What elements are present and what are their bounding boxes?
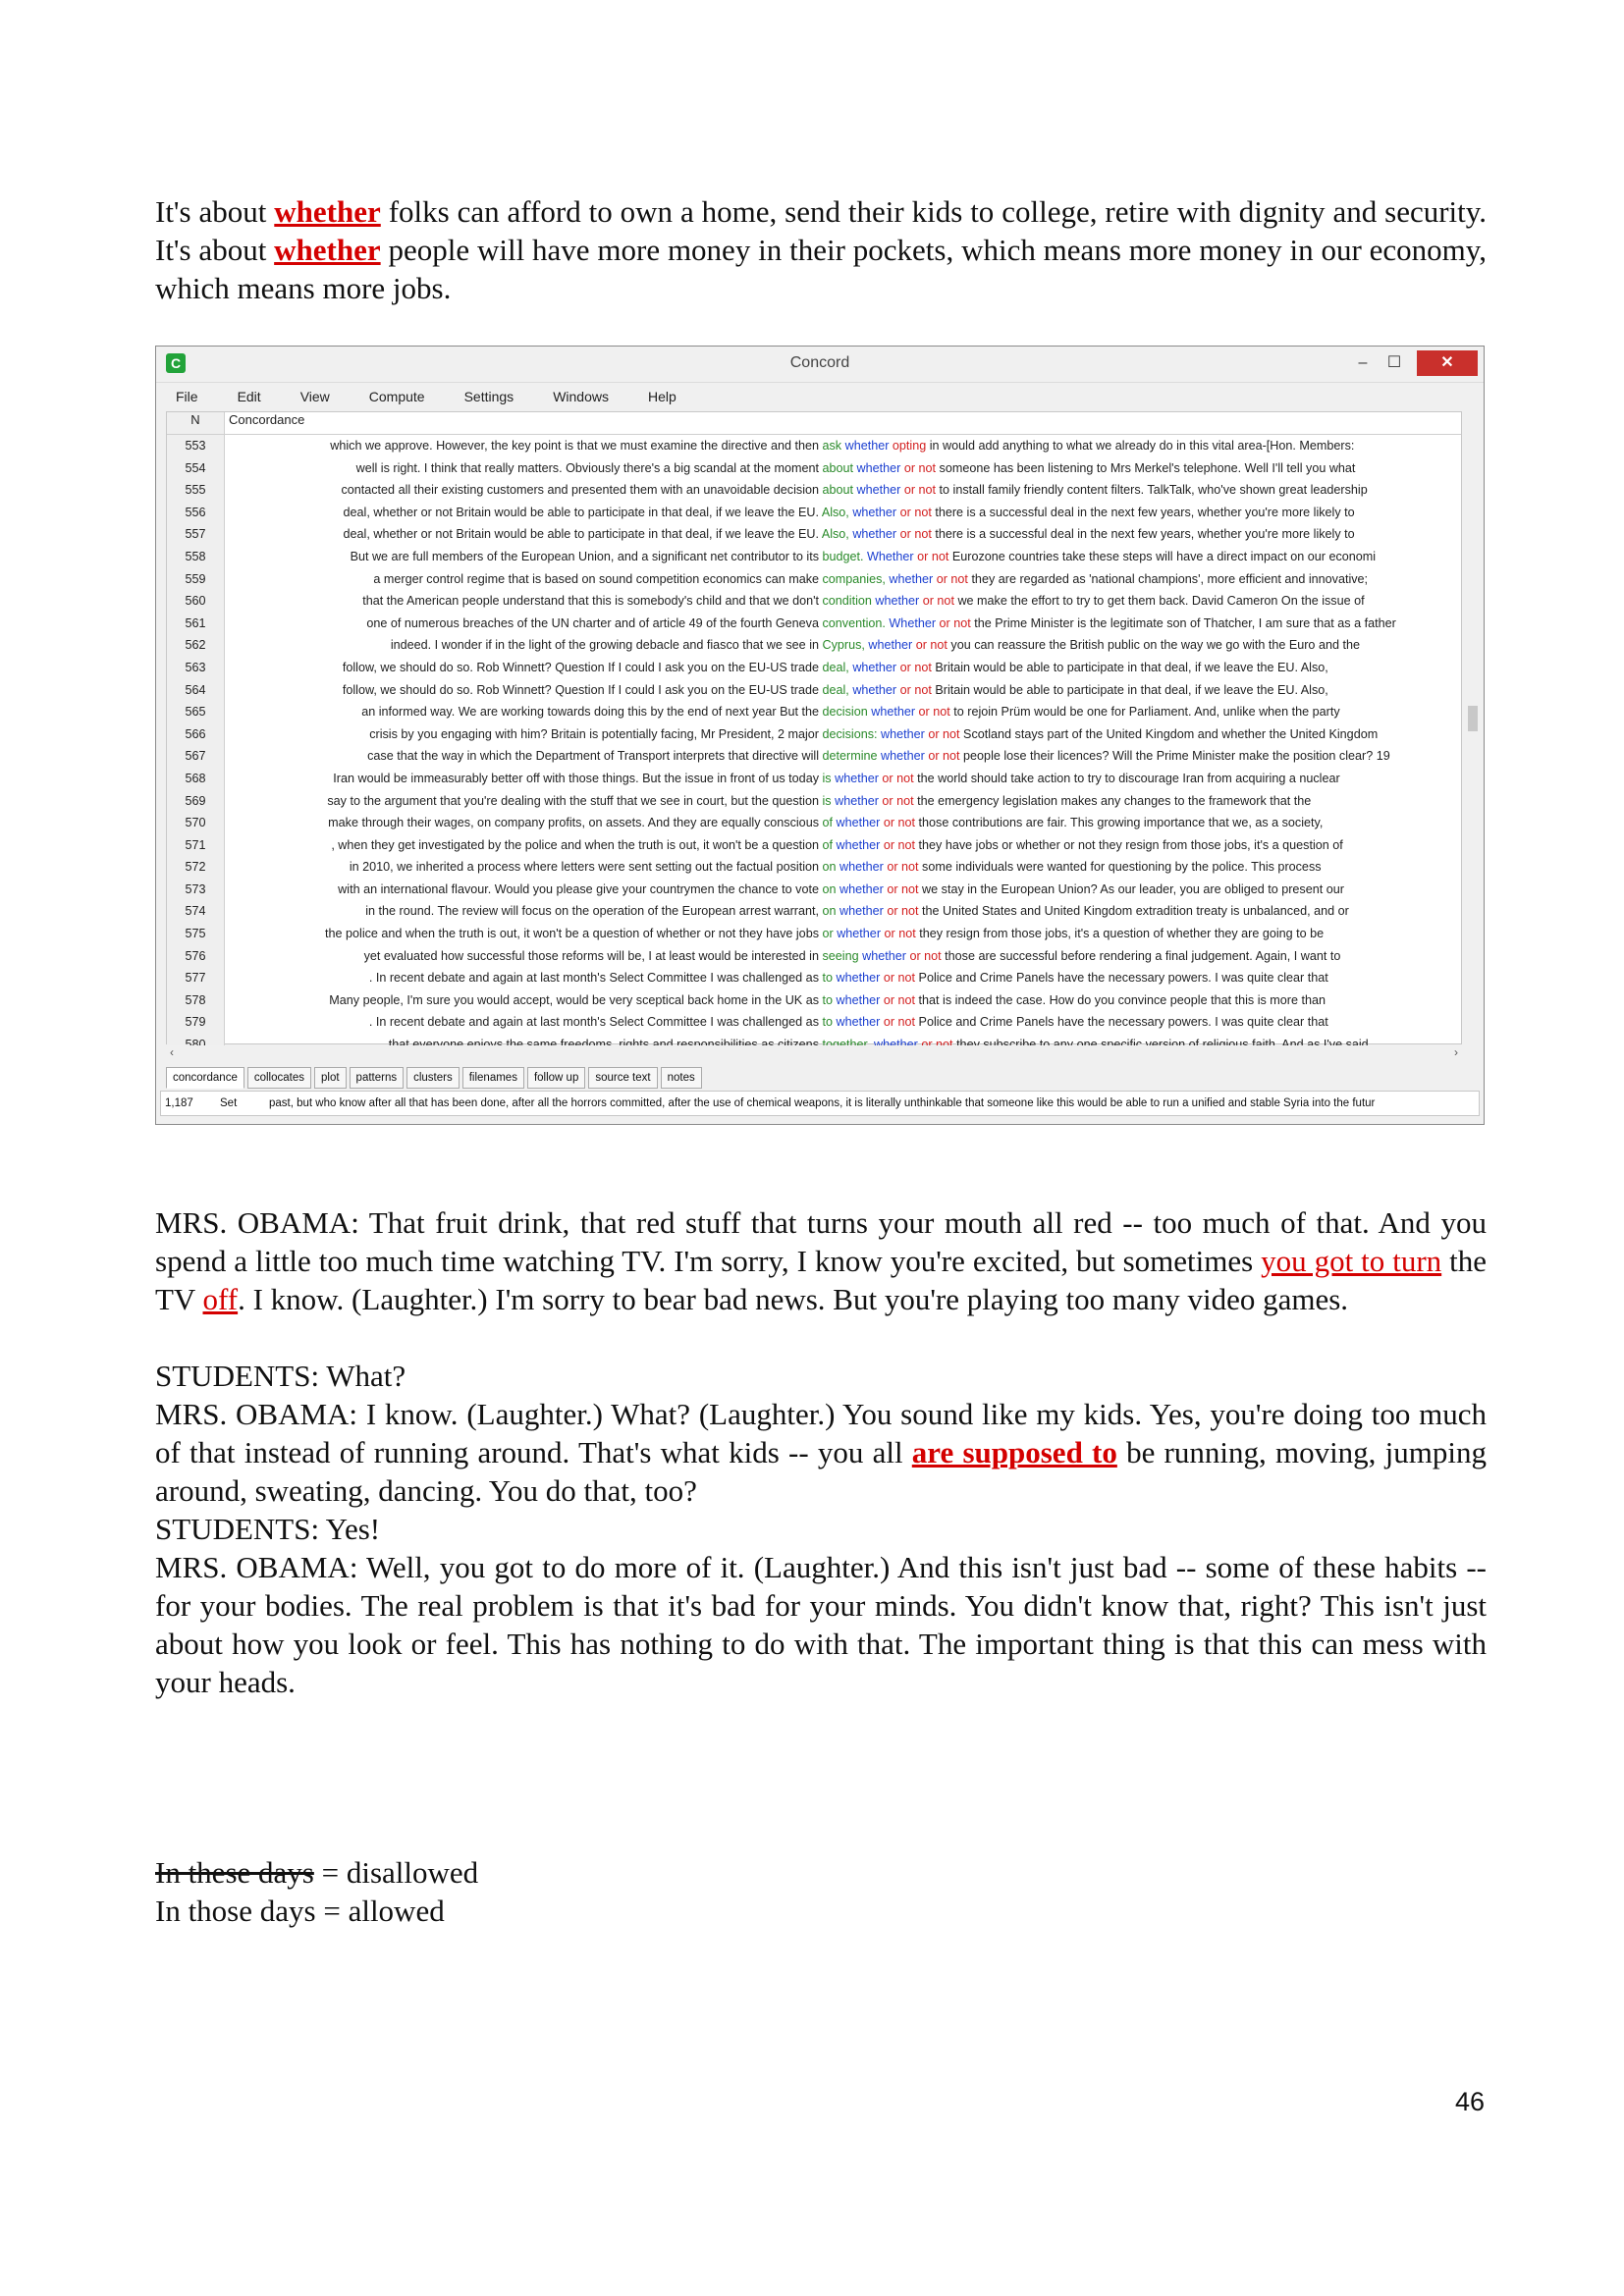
table-row[interactable] [167,834,1461,857]
keyword-whether: whether [889,571,934,586]
row-context [225,657,1461,679]
right-collocate: or not [918,705,950,720]
note-1-rest: = disallowed [313,1855,479,1890]
right-context: they have jobs or whether or not they resign from those jobs, it's a question of [918,837,1343,852]
close-icon[interactable]: ✕ [1417,350,1478,376]
menu-item-help[interactable]: Help [647,389,677,404]
left-context: case that the way in which the Department of Transport interprets that directive will [367,749,819,764]
left-context: contacted all their existing customers and presented them with an unavoidable decision [341,483,819,498]
right-context: Scotland stays part of the United Kingdom and whether the United Kingdom [963,726,1379,741]
row-context [225,634,1461,657]
right-context: Eurozone countries take these steps will have a direct impact on our economi [951,549,1377,563]
row-number: 553 [167,435,225,457]
row-number: 566 [167,723,225,746]
keyword-whether: whether [836,971,881,986]
row-context [225,701,1461,723]
keyword-whether-2: whether [274,233,381,267]
page-number: 46 [1454,2087,1485,2116]
right-collocate: or not [909,948,942,963]
row-context [225,613,1461,635]
right-context: those are successful before rendering a final judgement. Again, I want to [945,948,1341,963]
scroll-right-icon[interactable]: › [1454,1045,1458,1059]
right-collocate: or not [939,615,971,630]
left-collocate: on [822,881,837,896]
left-context: deal, whether or not Britain would be able to participate in that deal, if we leave the EU. [343,527,819,542]
keyword-whether-1: whether [274,194,381,229]
dialogue-text-1b: the TV [155,1244,1487,1316]
table-row[interactable] [167,745,1461,768]
tab-concordance[interactable]: concordance [166,1067,244,1089]
right-collocate: or not [899,527,932,542]
row-context [225,945,1461,968]
left-context: follow, we should do so. Rob Winnett? Question If I could I ask you on the EU-US trade [342,660,819,674]
tab-strip [166,1067,705,1089]
right-context: we make the effort to try to get them back. David Cameron On the issue of [957,594,1365,609]
left-context: say to the argument that you're dealing with the stuff that we see in court, but the question [327,793,819,808]
right-collocate: or not [887,881,919,896]
keyword-whether: Whether [889,615,937,630]
left-collocate: or [822,927,834,941]
table-row[interactable] [167,479,1461,502]
right-collocate: or not [887,904,919,919]
right-collocate: or not [883,971,916,986]
table-row[interactable] [167,701,1461,723]
right-collocate: or not [903,460,937,475]
vertical-scrollbar[interactable] [1466,411,1480,1044]
dialogue-paragraph-3 [155,1395,1487,1510]
row-context [225,435,1461,457]
row-number: 561 [167,613,225,635]
keyword-whether: whether [852,682,897,697]
right-context: you can reassure the British public on the way we go with the Euro and the [950,638,1360,653]
keyword-whether: whether [868,638,913,653]
right-collocate: or not [882,793,914,808]
right-context: that is indeed the case. How do you convince people that this is more than [918,992,1326,1007]
row-context [225,568,1461,591]
left-collocate: convention. [822,615,886,630]
highlight-off: off [202,1282,239,1316]
table-row[interactable] [167,945,1461,968]
table-row[interactable] [167,457,1461,480]
table-row[interactable] [167,568,1461,591]
row-context [225,723,1461,746]
right-context: there is a successful deal in the next few years, whether you're more likely to [935,505,1355,519]
left-context: Iran would be immeasurably better off with those things. But the issue in front of us today [333,771,819,785]
left-collocate: on [822,904,837,919]
intro-text-3: people will have more money in their pockets, which means more money in our economy, which means more jobs. [155,233,1487,305]
left-context: Many people, I'm sure you would accept, would be very sceptical back home in the UK as [329,992,819,1007]
keyword-whether: whether [835,771,879,785]
left-context: in the round. The review will focus on the operation of the European arrest warrant, [365,904,819,919]
keyword-whether: whether [862,948,906,963]
left-collocate: decisions: [822,726,878,741]
menu-item-windows[interactable]: Windows [553,389,609,404]
row-context [225,856,1461,879]
table-row[interactable] [167,879,1461,901]
keyword-whether: whether [844,439,890,453]
right-context: they resign from those jobs, it's a question of whether they are going to be [919,927,1325,941]
row-number: 562 [167,634,225,657]
left-collocate: to [822,992,834,1007]
row-context [225,523,1461,546]
dialogue-text-1a: MRS. OBAMA: That fruit drink, that red stuff that turns your mouth all red -- too much of that. And you spend a little too much time watching TV. I'm sorry, I know you're excited, but sometimes [155,1205,1487,1278]
row-number: 574 [167,900,225,923]
table-row[interactable] [167,590,1461,613]
highlight-are-supposed-to: are supposed to [911,1435,1117,1469]
row-context [225,967,1461,989]
keyword-whether: whether [852,505,897,519]
row-context [225,590,1461,613]
note-line-1 [155,1853,1487,1892]
left-context: follow, we should do so. Rob Winnett? Question If I could I ask you on the EU-US trade [342,682,819,697]
left-context: a merger control regime that is based on sound competition economics can make [373,571,819,586]
keyword-whether: whether [852,660,897,674]
left-collocate: on [822,860,837,875]
left-collocate: to [822,1015,834,1030]
left-collocate: is [822,793,832,808]
tab-collocates[interactable]: collocates [247,1067,311,1089]
tab-follow-up[interactable]: follow up [527,1067,585,1089]
right-collocate: or not [936,571,968,586]
row-number: 563 [167,657,225,679]
minimize-icon[interactable]: – [1358,354,1368,371]
left-collocate: decision [822,705,868,720]
table-row[interactable] [167,634,1461,657]
row-number: 557 [167,523,225,546]
left-collocate: of [822,816,834,830]
row-number: 559 [167,568,225,591]
keyword-whether: whether [839,881,884,896]
row-number: 578 [167,989,225,1012]
left-context: . In recent debate and again at last month's Select Committee I was challenged as [368,971,819,986]
row-context [225,879,1461,901]
menu-item-file[interactable]: File [176,389,198,404]
menu-item-edit[interactable]: Edit [237,389,261,404]
left-context: deal, whether or not Britain would be able to participate in that deal, if we leave the EU. [343,505,819,519]
table-row[interactable] [167,546,1461,568]
left-collocate: deal, [822,660,849,674]
left-collocate: about [822,483,854,498]
header-concordance[interactable]: Concordance [229,412,305,427]
left-context: indeed. I wonder if in the light of the growing debacle and fiasco that we see in [390,638,819,653]
table-row[interactable] [167,790,1461,813]
row-number: 554 [167,457,225,480]
left-context: an informed way. We are working towards doing this by the end of next year But the [361,705,819,720]
tab-notes[interactable]: notes [661,1067,702,1089]
left-context: yet evaluated how successful those reforms will be, I at least would be interested in [363,948,819,963]
row-number: 558 [167,546,225,568]
left-collocate: to [822,971,834,986]
window-titlebar [156,347,1484,383]
keyword-whether: whether [856,460,901,475]
dialogue-line-4: STUDENTS: Yes! [155,1512,381,1546]
keyword-whether: whether [881,726,925,741]
grid-header [167,412,1461,435]
menu-item-view[interactable]: View [299,389,330,404]
right-collocate: or not [887,860,919,875]
right-context: people lose their licences? Will the Prime Minister make the position clear? 19 [963,749,1390,764]
scroll-thumb[interactable] [1468,706,1478,731]
left-collocate: determine [822,749,878,764]
row-context [225,768,1461,790]
table-row[interactable] [167,657,1461,679]
left-context: which we approve. However, the key point is that we must examine the directive and then [330,439,819,453]
right-context: someone has been listening to Mrs Merkel's telephone. Well I'll tell you what [939,460,1356,475]
horizontal-scrollbar[interactable] [166,1045,1462,1061]
concord-window [155,346,1485,1125]
tab-source-text[interactable]: source text [588,1067,657,1089]
keyword-whether: whether [839,860,884,875]
left-collocate: Also, [821,505,849,519]
row-context [225,1011,1461,1034]
maximize-icon[interactable]: ☐ [1386,354,1402,371]
row-number: 577 [167,967,225,989]
right-collocate: or not [915,638,947,653]
left-context: with an international flavour. Would you please give your countrymen the chance to vote [338,881,819,896]
left-context: crisis by you engaging with him? Britain is potentially facing, Mr President, 2 major [369,726,819,741]
row-context [225,989,1461,1012]
right-context: the emergency legislation makes any changes to the framework that the [917,793,1312,808]
menu-item-settings[interactable]: Settings [463,389,514,404]
right-context: there is a successful deal in the next few years, whether you're more likely to [935,527,1355,542]
table-row[interactable] [167,679,1461,702]
left-collocate: of [822,837,834,852]
row-number: 560 [167,590,225,613]
right-collocate: or not [899,682,932,697]
row-number: 570 [167,812,225,834]
keyword-whether: whether [836,992,881,1007]
right-collocate: or not [883,1015,916,1030]
right-collocate: or not [917,549,949,563]
struck-in-these-days: In these days [155,1855,314,1890]
row-number: 555 [167,479,225,502]
left-collocate: deal, [822,682,849,697]
right-context: some individuals were wanted for questioning by the police. This process [922,860,1322,875]
concordance-rows [167,435,1461,1056]
row-context [225,900,1461,923]
intro-text-2: folks can afford to own a home, send their kids to college, retire with dignity and security. It's about [155,194,1487,267]
dialogue-paragraph-5: MRS. OBAMA: Well, you got to do more of it. (Laughter.) And this isn't just bad -- some of these habits -- for your bodies. The real problem is that it's bad for your minds. You didn't know that, right? This isn't just about how you look or feel. This has nothing to do with that. The important thing is that this can mess with your heads. [155,1550,1487,1699]
status-count: 1,187 [165,1097,193,1109]
table-row[interactable] [167,856,1461,879]
right-context: to rejoin Prüm would be one for Parliament. And, unlike when the party [953,705,1340,720]
row-number: 571 [167,834,225,857]
row-context [225,923,1461,945]
left-context: the police and when the truth is out, it won't be a question of whether or not they have jobs [325,927,819,941]
row-context [225,546,1461,568]
intro-text-1: It's about [155,194,275,229]
keyword-whether: whether [852,527,897,542]
dialogue-text-1c: . I know. (Laughter.) I'm sorry to bear bad news. But you're playing too many video games. [238,1282,1349,1316]
right-collocate: or not [882,771,914,785]
keyword-whether: whether [875,594,920,609]
row-context [225,812,1461,834]
left-context: that the American people understand that this is somebody's child and that we don't [362,594,819,609]
concord-app-icon: C [166,353,186,373]
tab-patterns[interactable]: patterns [350,1067,405,1089]
right-context: Police and Crime Panels have the necessary powers. I was quite clear that [918,971,1328,986]
table-row[interactable] [167,502,1461,524]
left-context: one of numerous breaches of the UN charter and of article 49 of the fourth Geneva [366,615,819,630]
right-collocate: or not [883,837,916,852]
left-collocate: is [822,771,832,785]
left-context: make through their wages, on company profits, on assets. And they are equally conscious [328,816,819,830]
right-context: in would add anything to what we already do in this vital area-[Hon. Members: [929,439,1355,453]
table-row[interactable] [167,923,1461,945]
keyword-whether: whether [836,837,881,852]
intro-paragraph [155,192,1487,307]
right-collocate: opting [892,439,927,453]
row-context [225,502,1461,524]
right-context: Britain would be able to participate in that deal, if we leave the EU. Also, [935,660,1328,674]
row-number: 576 [167,945,225,968]
right-collocate: or not [928,749,960,764]
left-context: But we are full members of the European Union, and a significant net contributor to its [350,549,819,563]
row-number: 573 [167,879,225,901]
header-n[interactable]: N [167,412,225,434]
row-number: 556 [167,502,225,524]
dialogue-line-2: STUDENTS: What? [155,1359,406,1393]
row-number: 569 [167,790,225,813]
left-collocate: ask [822,439,842,453]
right-context: Britain would be able to participate in that deal, if we leave the EU. Also, [935,682,1328,697]
right-context: Police and Crime Panels have the necessary powers. I was quite clear that [918,1015,1328,1030]
row-context [225,457,1461,480]
menu-item-compute[interactable]: Compute [368,389,425,404]
row-number: 579 [167,1011,225,1034]
window-title: Concord [789,354,850,371]
row-number: 564 [167,679,225,702]
dialogue-text-3a: MRS. OBAMA: I know. (Laughter.) What? (Laughter.) You sound like my kids. Yes, you're doing too much of that instead of running around. That's what kids -- you all [155,1397,1487,1469]
keyword-whether: whether [836,816,881,830]
table-row[interactable] [167,723,1461,746]
tab-filenames[interactable]: filenames [462,1067,524,1089]
note-line-2: In those days = allowed [155,1894,445,1928]
row-context [225,834,1461,857]
row-context [225,679,1461,702]
menu-bar [156,383,1484,410]
table-row[interactable] [167,435,1461,457]
left-collocate: condition [822,594,872,609]
right-collocate: or not [899,660,932,674]
keyword-whether: whether [881,749,925,764]
left-collocate: about [822,460,854,475]
left-context: . In recent debate and again at last month's Select Committee I was challenged as [368,1015,819,1030]
keyword-whether: whether [839,904,884,919]
table-row[interactable] [167,967,1461,989]
keyword-whether: whether [871,705,916,720]
right-context: we stay in the European Union? As our leader, you are obliged to present our [922,881,1344,896]
right-collocate: or not [899,505,932,519]
keyword-whether: whether [856,483,901,498]
table-row[interactable] [167,989,1461,1012]
row-context [225,790,1461,813]
left-collocate: Also, [821,527,849,542]
table-row[interactable] [167,1011,1461,1034]
right-collocate: or not [883,992,916,1007]
dialogue-paragraph-1 [155,1203,1487,1318]
left-collocate: seeing [822,948,859,963]
scroll-left-icon[interactable]: ‹ [170,1045,174,1059]
status-bar [160,1091,1480,1116]
right-collocate: or not [928,726,960,741]
row-number: 565 [167,701,225,723]
right-context: the United States and United Kingdom extradition treaty is unbalanced, and or [922,904,1349,919]
row-number: 568 [167,768,225,790]
row-number: 575 [167,923,225,945]
table-row[interactable] [167,523,1461,546]
table-row[interactable] [167,768,1461,790]
dialogue-text-3b: be running, moving, jumping around, sweating, dancing. You do that, too? [155,1435,1487,1508]
right-context: to install family friendly content filters. TalkTalk, who've shown great leadership [939,483,1368,498]
left-context: well is right. I think that really matters. Obviously there's a big scandal at the moment [355,460,819,475]
highlight-you-got-to-turn: you got to turn [1261,1244,1442,1278]
left-context: , when they get investigated by the police and when the truth is out, it won't be a question [331,837,819,852]
left-context: in 2010, we inherited a process where letters were sent setting out the factual position [349,860,819,875]
table-row[interactable] [167,900,1461,923]
right-collocate: or not [903,483,937,498]
row-context [225,479,1461,502]
right-collocate: or not [884,927,916,941]
right-collocate: or not [922,594,954,609]
keyword-whether: whether [837,927,882,941]
keyword-whether: Whether [867,549,914,563]
keyword-whether: whether [835,793,879,808]
tab-clusters[interactable]: clusters [406,1067,460,1089]
tab-plot[interactable]: plot [314,1067,347,1089]
left-collocate: budget. [822,549,864,563]
row-number: 572 [167,856,225,879]
right-context: they are regarded as 'national champions', more efficient and innovative; [971,571,1369,586]
table-row[interactable] [167,812,1461,834]
right-context: the Prime Minister is the legitimate son of Thatcher, I am sure that as a father [974,615,1396,630]
right-context: the world should take action to try to discourage Iran from acquiring a nuclear [917,771,1340,785]
row-number: 567 [167,745,225,768]
status-state: Set [220,1097,238,1109]
right-collocate: or not [883,816,916,830]
left-collocate: companies, [822,571,886,586]
status-text: past, but who know after all that has been done, after all the horrors committed, after the use of chemical weapons, it is literally unthinkable that someone like this would be able to run a unified and stable Syria into the futur [269,1097,1376,1109]
left-collocate: Cyprus, [822,638,865,653]
concordance-grid [166,411,1462,1044]
table-row[interactable] [167,613,1461,635]
right-context: those contributions are fair. This growing importance that we, as a society, [918,816,1324,830]
row-context [225,745,1461,768]
keyword-whether: whether [836,1015,881,1030]
